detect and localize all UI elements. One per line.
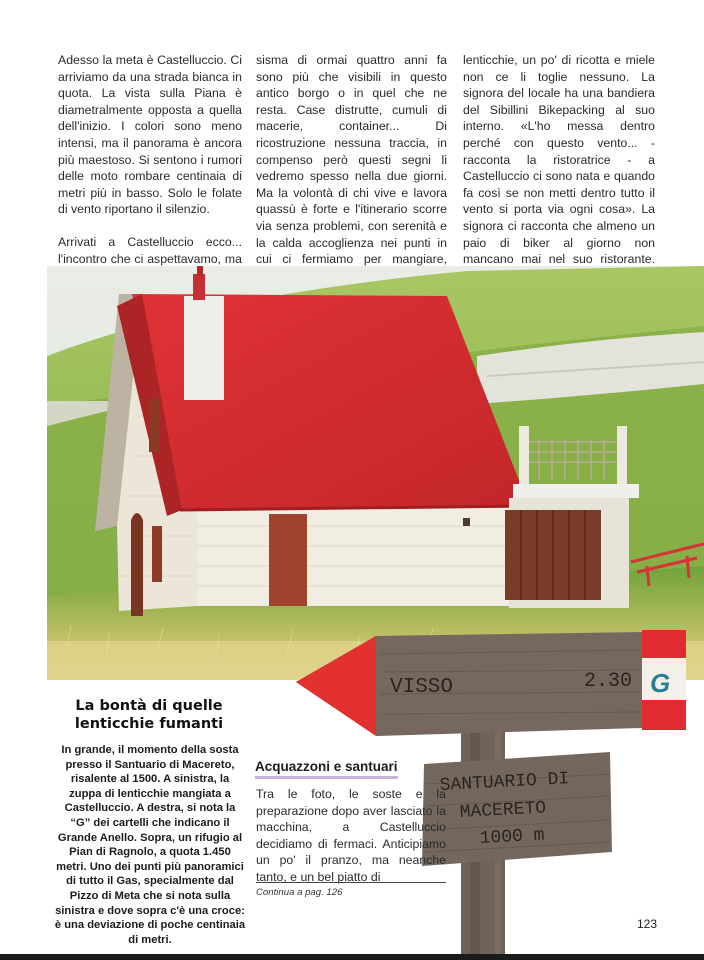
page-number: 123 (637, 917, 658, 931)
article-paragraph: lenticchie, un po' di ricotta e miele non ce li toglie nessuno. La signora del locale ha una bandiera del Sibillini Bikepacking al suo interno. «L'ho messa dentro perché con questo vento... - racconta la ristoratrice - a Castelluccio ci sono nata e quando fa così se non metti dentro tutto il vento si porta via ogni cosa». La signora ci racconta che almeno un paio di biker al giorno non mancano mai nel suo ristorante. (463, 53, 655, 267)
section-heading: Acquazzoni e santuari (255, 759, 398, 779)
caption-title (56, 697, 242, 733)
sign-destination-visso: VISSO (390, 676, 454, 699)
section-paragraph: Tra le foto, le soste e la preparazione dopo aver lasciato la macchina, a Castelluccio decidiamo di fermaci. Anticipiamo un po' il pranzo, ma neanche tanto, e un bel piatto di (256, 787, 446, 884)
caption-title-line: lenticchie fumanti (74, 716, 224, 732)
visso-arrow-sign (296, 630, 686, 736)
sign-line-2: MACERETO (459, 798, 547, 823)
bottom-bar (0, 954, 704, 960)
article-paragraph: Adesso la meta è Castelluccio. Ci arriviamo da una strada bianca in quota. La vista sulla Piana è diametralmente opposta a quella dell'inizio. I colori sono meno intensi, ma il panorama è ancora più maestoso. Si sentono i rumori delle moto rombare centinaia di metri più in basso. Solo le folate di vento riportano il silenzio. (58, 53, 242, 217)
article-paragraph: Arrivati a Castelluccio ecco... l'incontro che ci aspettavamo, ma (58, 234, 242, 266)
sign-time: 2.30 (584, 670, 633, 693)
article-paragraph: sisma di ormai quattro anni fa sono più che visibili in questo antico borgo o in quel che ne resta. Case distrutte, cumuli di macerie, container... Di ricostruzione nessuna traccia, in compenso però questi segni li vedremo spesso nella due giorni. Ma la volontà di chi vive e lavora quassù è forte e l'itinerario scorre via senza problemi, con serenità e la calda accoglienza nei punti in cui ci fermiamo per mangiare, (256, 53, 447, 267)
caption-title-line: La bontà di quelle (75, 698, 223, 714)
sign-grande-anello-g: G (650, 668, 671, 698)
continuation-link: Continua a pag. 126 (256, 887, 343, 898)
mountain-refuge-photo (47, 266, 704, 680)
santuario-sign (422, 752, 612, 866)
sign-line-3: 1000 m (479, 825, 546, 849)
caption-body: In grande, il momento della sosta presso il Santuario di Macereto, risalente al 1500. A sinistra, la zuppa di lenticchie mangiata a Castelluccio. A destra, si nota la “G” dei cartelli che indicano il Grande Anello. Sopra, un rifugio al Pian di Ragnolo, a quota 1.450 metri. Uno dei punti più panoramici di tutto il Gas, specialmente dal Pizzo di Meta che si nota sulla sinistra e dove sopra c'è una croce: è una deviazione di poche centinaia di metri. (54, 744, 246, 946)
continuation-divider (256, 882, 446, 883)
sign-line-1: SANTUARIO DI (439, 769, 570, 796)
